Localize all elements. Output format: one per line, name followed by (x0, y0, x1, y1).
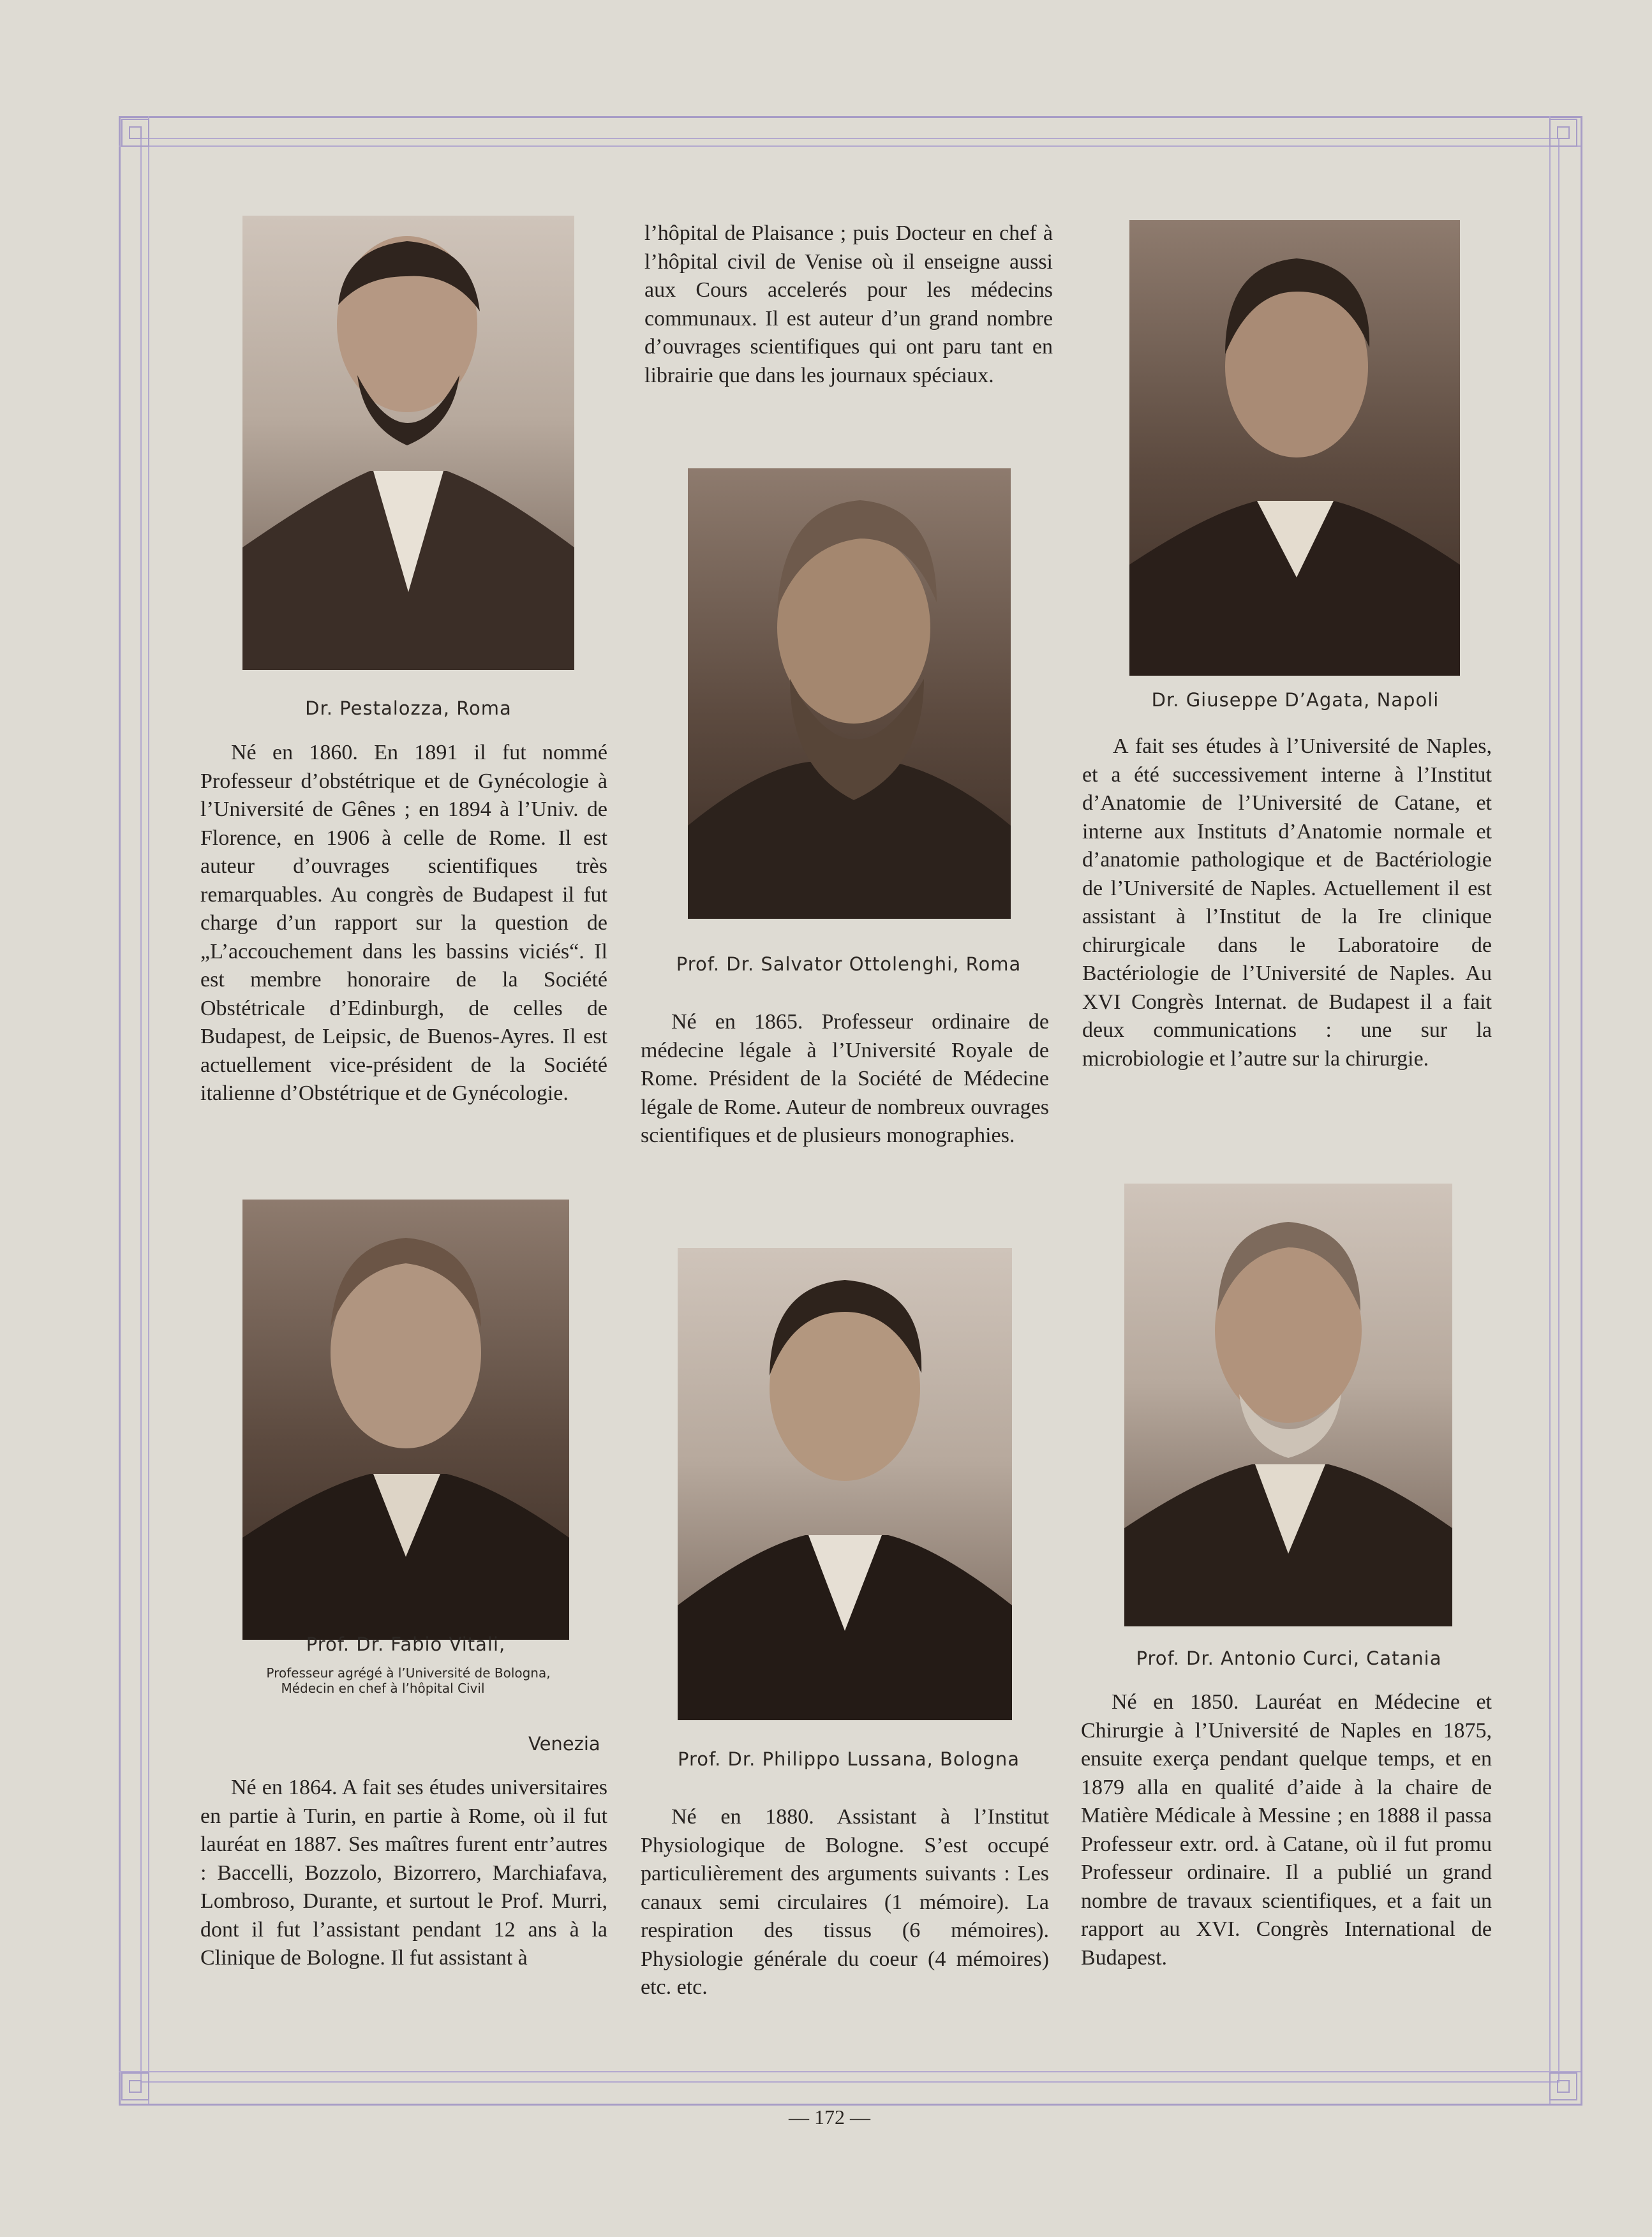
bio-continuation-top: l’hôpital de Plaisance ; puis Docteur en chef à l’hôpital civil de Venise où il enseigne aussi aux Cours accelerés pour les médecins communaux. Il est auteur d’un grand nombre d’ouvrages scientifiques qui ont paru tant en librairie que dans les journaux spéciaux. (644, 221, 1053, 387)
caption-vitali: Prof. Dr. Fabio Vitali, (306, 1633, 506, 1655)
bio-pestalozza: Né en 1860. En 1891 il fut nommé Professeur d’obstétrique et de Gynécologie à l’Université de Gênes ; en 1894 à l’Univ. de Florence, en 1906 à celle de Rome. Il est auteur d’ouvrages scientifiques très remarquables. Au congrès de Budapest il fut charge d’un rapport sur la question de „L’accouchement dans les bassins viciés“. Il est membre honoraire de la Société Obstétricale d’Edinburgh, de celles de Budapest, de Leipsic, de Buenos-Ayres. Il est actuellement vice-président de la Société italienne d’Obstétrique et de Gynécologie. (200, 741, 607, 1105)
subcaption-vitali-3: Venezia (528, 1733, 600, 1755)
border-corner-ornament (121, 2072, 149, 2100)
border-rule-top (119, 145, 1581, 147)
bio-ottolenghi: Né en 1865. Professeur ordinaire de médecine légale à l’Université Royale de Rome. Président de la Société de Médecine légale de Rome. Auteur de nombreux ouvrages scientifiques et de plusieurs monographies. (641, 1010, 1049, 1147)
border-rule-right (1549, 116, 1551, 2104)
border-corner-ornament (121, 119, 149, 147)
bio-curci: Né en 1850. Lauréat en Médecine et Chirurgie à l’Université de Naples en 1875, ensuite exerça pendant quelque temps, et en 1879 alla en qualité d’aide à la chaire de Matière Médicale à Messine ; en 1888 il passa Professeur extr. ord. à Catane, où il fut promu Professeur ordinaire. Il a publié un grand nombre de travaux scientifiques, et a fait un rapport au XVI. Congrès International de Budapest. (1081, 1690, 1492, 1970)
border-rule-left (148, 116, 149, 2104)
portrait-ottolenghi (688, 468, 1011, 919)
caption-pestalozza: Dr. Pestalozza, Roma (305, 697, 512, 719)
caption-dagata: Dr. Giuseppe D’Agata, Napoli (1151, 689, 1440, 711)
border-corner-ornament (1549, 119, 1577, 147)
caption-ottolenghi: Prof. Dr. Salvator Ottolenghi, Roma (676, 953, 1022, 975)
bio-vitali: Né en 1864. A fait ses études universitaires en partie à Turin, en partie à Rome, où il fut lauréat en 1887. Ses maîtres furent entr’autres : Baccelli, Bozzolo, Bizorrero, Marchiafava, Lombroso, Durante, et surtout le Prof. Murri, dont il fut l’assistant pendant 12 ans à la Clinique de Bologne. Il fut assistant à (200, 1776, 607, 1970)
portrait-curci (1124, 1184, 1452, 1626)
portrait-lussana (678, 1248, 1012, 1720)
subcaption-vitali-2: Médecin en chef à l’hôpital Civil (281, 1681, 485, 1696)
page-number: — 172 — (789, 2106, 870, 2129)
caption-curci: Prof. Dr. Antonio Curci, Catania (1136, 1647, 1442, 1669)
border-corner-ornament (1549, 2072, 1577, 2100)
portrait-vitali (242, 1200, 569, 1640)
bio-dagata: A fait ses études à l’Université de Naples, et a été successivement interne à l’Institut d’Anatomie de l’Université de Catane, et interne aux Instituts d’Anatomie normale et d’anatomie pathologique et de Bactériologie de l’Université de Naples. Actuellement il est assistant à l’Institut de la Ire clinique chirurgicale dans le Laboratoire de Bactériologie de l’Université de Naples. Au XVI Congrès Internat. de Budapest il a fait deux communications : une sur la microbiologie et l’autre sur la chirurgie. (1082, 734, 1492, 1071)
caption-lussana: Prof. Dr. Philippo Lussana, Bologna (678, 1748, 1020, 1770)
subcaption-vitali-1: Professeur agrégé à l’Université de Bologna, (266, 1665, 551, 1681)
portrait-pestalozza (242, 216, 574, 670)
bio-lussana: Né en 1880. Assistant à l’Institut Physiologique de Bologne. S’est occupé particulièrement des arguments suivants : Les canaux semi circulaires (1 mémoire). La respiration des tissus (6 mémoires). Physiologie générale du coeur (4 mémoires) etc. etc. (641, 1805, 1049, 1999)
portrait-dagata (1129, 220, 1460, 676)
border-rule-bottom (119, 2071, 1581, 2072)
